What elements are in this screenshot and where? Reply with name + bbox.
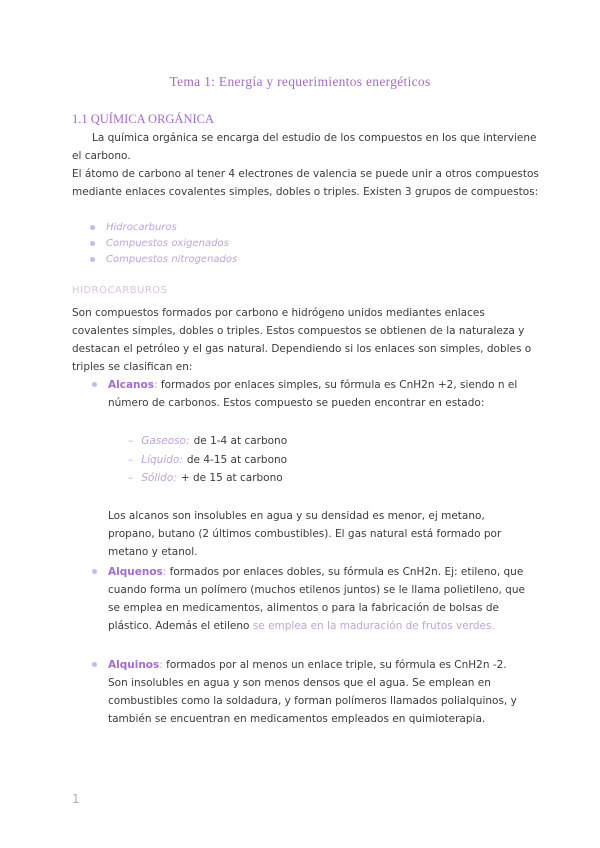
item-text: formados por al menos un enlace triple, su fórmula es CnH2n -2.: [166, 659, 507, 671]
list-item: Hidrocarburos: [90, 220, 237, 236]
alquenos-item: Alquenos: formados por enlaces dobles, su fórmula es CnH2n. Ej: etileno, que cuando forma un polímero (muchos etilenos juntos) se le llama polietileno, que se emplea en medicamentos, alimentos o para la fabricación de bolsas de plástico. Además el etileno se emplea en la maduración de frutos verdes.: [92, 563, 530, 635]
bullet-icon: [92, 382, 97, 387]
list-item: – Gaseoso: de 1-4 at carbono: [128, 435, 288, 447]
bullet-icon: [90, 225, 95, 230]
states-list: [128, 432, 287, 488]
list-item: – Sólido: + de 15 at carbono: [128, 472, 283, 484]
page-number: 1: [72, 792, 80, 806]
highlight-text: se emplea en la maduración de frutos verdes.: [252, 620, 495, 632]
term-label: Alcanos: [108, 379, 154, 391]
bullet-icon: [92, 662, 97, 667]
list-item: Compuestos oxigenados: [90, 236, 237, 252]
item-text: formados por enlaces dobles, su fórmula es CnH2n. Ej: etileno, que cuando forma un polímero (muchos etilenos juntos) se le llama polietileno, que se emplea en medicamentos, alimentos o para la fabricación de bolsas de plástico. Además el etileno: [108, 566, 525, 632]
subsection-heading: HIDROCARBUROS: [72, 285, 168, 296]
bullet-icon: [90, 257, 95, 262]
item-extra: Son insolubles en agua y son menos densos que el agua. Se emplean en combustibles como la soldadura, y forman polímeros llamados polialquinos, y también se encuentran en medicamentos empleados en quimioterapia.: [108, 677, 517, 725]
page-title: Tema 1: Energía y requerimientos energéticos: [169, 74, 431, 89]
bullet-icon: [92, 569, 97, 574]
bullet-icon: [90, 241, 95, 246]
list-item: Compuestos nitrogenados: [90, 252, 237, 268]
hidrocarburos-paragraph: Son compuestos formados por carbono e hidrógeno unidos mediantes enlaces covalentes simples, dobles o triples. Estos compuestos se obtienen de la naturaleza y destacan el petróleo y el gas natural. Dependiendo si los enlaces son simples, dobles o triples se clasifican en:: [72, 307, 532, 373]
section-heading: 1.1 QUÍMICA ORGÁNICA: [72, 112, 215, 126]
alcanos-extra: Los alcanos son insolubles en agua y su densidad es menor, ej metano, propano, butano (2 últimos combustibles). El gas natural está formado por metano y etanol.: [108, 510, 502, 558]
item-text: formados por enlaces simples, su fórmula es CnH2n +2, siendo n el número de carbonos. Estos compuesto se pueden encontrar en estado:: [108, 379, 518, 409]
carbon-paragraph: El átomo de carbono al tener 4 electrones de valencia se puede unir a otros compuestos mediante enlaces covalentes simples, dobles o triples. Existen 3 grupos de compuestos:: [72, 168, 539, 198]
term-label: Alquinos: [108, 659, 160, 671]
alquinos-item: Alquinos: formados por al menos un enlace triple, su fórmula es CnH2n -2. Son insolubles en agua y son menos densos que el agua. Se emplean en combustibles como la soldadura, y forman polímeros llamados polialquinos, y también se encuentran en medicamentos empleados en quimioterapia.: [92, 656, 530, 728]
term-label: Alquenos: [108, 566, 163, 578]
intro-paragraph: La química orgánica se encarga del estudio de los compuestos en los que interviene el carbono.: [72, 132, 537, 162]
alcanos-item: Alcanos: formados por enlaces simples, su fórmula es CnH2n +2, siendo n el número de carbonos. Estos compuesto se pueden encontrar en estado:: [92, 376, 530, 412]
list-item: – Líquido: de 4-15 at carbono: [128, 453, 288, 466]
compound-groups-list: [90, 220, 237, 268]
